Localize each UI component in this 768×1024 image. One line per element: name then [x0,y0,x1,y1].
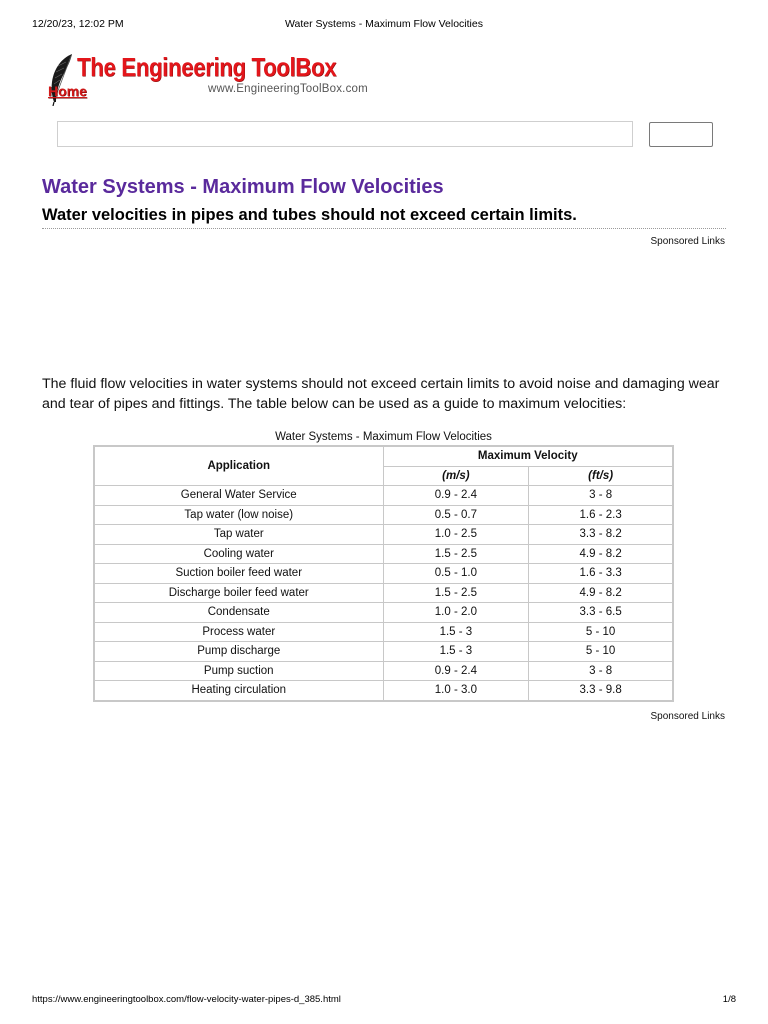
sponsored-links-top: Sponsored Links [650,236,725,247]
table-row [95,525,673,545]
cell-ms: 1.5 - 2.5 [383,544,529,564]
cell-application: Pump discharge [95,642,384,662]
header-max-velocity: Maximum Velocity [383,447,673,467]
page-title: Water Systems - Maximum Flow Velocities [42,176,444,198]
cell-ms: 0.9 - 2.4 [383,486,529,506]
cell-application: Suction boiler feed water [95,564,384,584]
table-row [95,544,673,564]
cell-ms: 1.5 - 3 [383,622,529,642]
table-row [95,564,673,584]
cell-ms: 0.5 - 1.0 [383,564,529,584]
cell-application: Discharge boiler feed water [95,583,384,603]
print-url: https://www.engineeringtoolbox.com/flow-velocity-water-pipes-d_385.html [32,994,341,1005]
cell-application: General Water Service [95,486,384,506]
cell-fts: 1.6 - 2.3 [529,505,673,525]
cell-ms: 1.0 - 2.5 [383,525,529,545]
intro-paragraph: The fluid flow velocities in water systems should not exceed certain limits to avoid noise and damaging wear and tear of pipes and fittings. The table below can be used as a guide to maximum velocities: [42,376,720,412]
cell-fts: 3.3 - 8.2 [529,525,673,545]
search-button[interactable] [649,122,713,147]
print-page-title: Water Systems - Maximum Flow Velocities [285,18,483,30]
velocity-table [94,446,673,701]
cell-application: Cooling water [95,544,384,564]
page-subtitle: Water velocities in pipes and tubes should not exceed certain limits. [42,206,577,224]
divider [42,228,726,229]
cell-application: Heating circulation [95,681,384,701]
cell-application: Tap water (low noise) [95,505,384,525]
site-url: www.EngineeringToolBox.com [208,83,368,95]
cell-fts: 5 - 10 [529,642,673,662]
table-row [95,603,673,623]
site-logo[interactable] [40,48,380,108]
cell-fts: 3 - 8 [529,486,673,506]
home-link[interactable]: Home [48,83,87,99]
cell-fts: 5 - 10 [529,622,673,642]
table-row [95,681,673,701]
cell-ms: 1.0 - 3.0 [383,681,529,701]
print-page-number: 1/8 [722,994,736,1005]
cell-fts: 3.3 - 9.8 [529,681,673,701]
header-unit-fts: (ft/s) [529,466,673,486]
print-datetime: 12/20/23, 12:02 PM [32,18,124,30]
cell-ms: 1.0 - 2.0 [383,603,529,623]
table-row [95,661,673,681]
header-application: Application [95,447,384,486]
cell-fts: 3 - 8 [529,661,673,681]
cell-ms: 1.5 - 3 [383,642,529,662]
table-caption: Water Systems - Maximum Flow Velocities [275,431,492,443]
search-input[interactable] [57,121,633,147]
cell-fts: 4.9 - 8.2 [529,544,673,564]
table-row [95,505,673,525]
cell-fts: 4.9 - 8.2 [529,583,673,603]
cell-fts: 3.3 - 6.5 [529,603,673,623]
cell-application: Condensate [95,603,384,623]
cell-fts: 1.6 - 3.3 [529,564,673,584]
table-row [95,486,673,506]
cell-application: Tap water [95,525,384,545]
table-row [95,642,673,662]
brand-name: The Engineering ToolBox [77,52,337,82]
cell-application: Pump suction [95,661,384,681]
cell-ms: 0.9 - 2.4 [383,661,529,681]
cell-ms: 1.5 - 2.5 [383,583,529,603]
cell-application: Process water [95,622,384,642]
table-row [95,622,673,642]
cell-ms: 0.5 - 0.7 [383,505,529,525]
header-unit-ms: (m/s) [383,466,529,486]
table-row [95,583,673,603]
sponsored-links-bottom: Sponsored Links [650,711,725,722]
